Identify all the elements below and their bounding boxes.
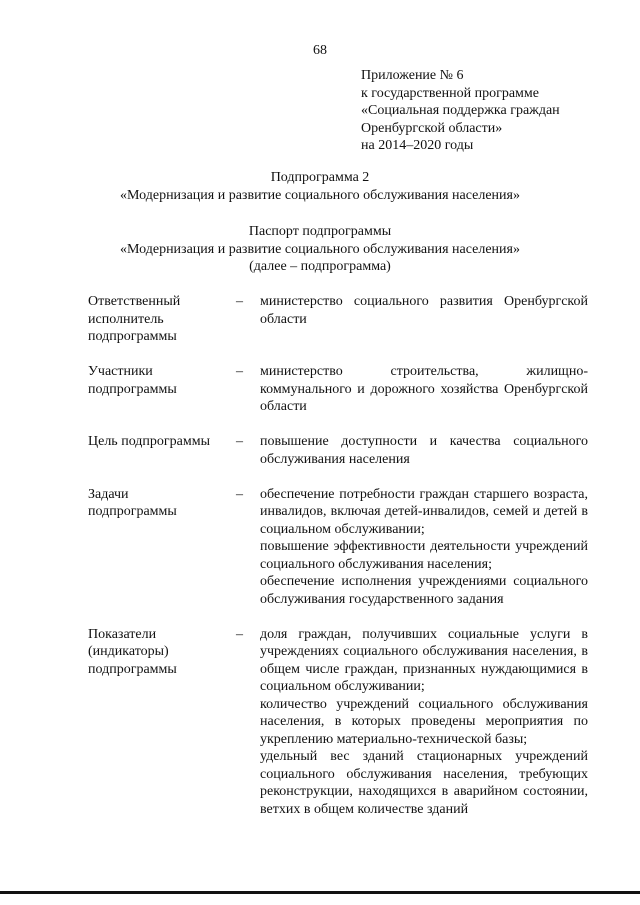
passport-title: Паспорт подпрограммы: [248, 224, 392, 239]
row-label-line: Ответственный: [88, 294, 181, 309]
appendix-line: «Социальная поддержка граждан: [361, 103, 560, 118]
row-label-line: подпрограммы: [88, 661, 177, 677]
row-value: [260, 626, 588, 819]
passport-row-responsible-executor: [88, 293, 588, 346]
row-value-paragraph: повышение эффективности деятельности учреждений социального обслуживания населения;: [260, 539, 588, 572]
row-dash: –: [236, 626, 243, 642]
passport-row-participants: [88, 363, 588, 416]
page-number: 68: [313, 43, 327, 58]
passport-row-indicators: [88, 626, 588, 819]
passport-name: «Модернизация и развитие социального обслуживания населения»: [120, 241, 520, 257]
appendix-line: на 2014–2020 годы: [361, 138, 474, 153]
row-label-line: исполнитель: [88, 311, 164, 327]
row-dash: –: [236, 486, 243, 502]
row-value-paragraph: министерство строительства, жилищно-коммунального и дорожного хозяйства Оренбургской области: [260, 364, 588, 414]
row-value-paragraph: удельный вес зданий стационарных учреждений социального обслуживания населения, требующих реконструкции, находящихся в аварийном состоянии, ветхих в общем количестве зданий: [260, 749, 588, 817]
appendix-line: Приложение № 6: [361, 68, 464, 83]
row-label-line: Задачи: [88, 486, 129, 502]
row-value: [260, 293, 588, 346]
passport-note: (далее – подпрограмма): [249, 259, 391, 274]
appendix-line: к государственной программе: [361, 85, 539, 101]
row-label: [88, 293, 236, 346]
row-dash: –: [236, 434, 243, 449]
row-value-paragraph: доля граждан, получивших социальные услуги в учреждениях социального обслуживания населения, в общем числе граждан, признанных нуждающимися в социальном обслуживании;: [260, 626, 588, 694]
row-value-paragraph: обеспечение исполнения учреждениями социального обслуживания государственного задания: [260, 574, 588, 607]
row-label-line: подпрограммы: [88, 504, 177, 519]
row-value: [260, 363, 588, 416]
subprogram-title: Подпрограмма 2: [270, 170, 370, 185]
row-label: [88, 433, 236, 468]
row-value-paragraph: повышение доступности и качества социального обслуживания населения: [260, 434, 588, 467]
row-value-paragraph: количество учреждений социального обслуживания населения, в которых проведены мероприятия по укреплению материально-технической базы;: [260, 696, 588, 747]
row-dash: –: [236, 294, 243, 309]
scan-bottom-rule: [0, 891, 640, 894]
row-label: [88, 486, 236, 609]
passport-table: [88, 293, 588, 836]
row-label-line: (индикаторы): [88, 644, 169, 659]
row-label-line: Участники: [88, 364, 153, 379]
passport-row-tasks: [88, 486, 588, 609]
row-label-line: подпрограммы: [88, 381, 177, 397]
row-label-line: Цель подпрограммы: [88, 434, 210, 449]
row-label: [88, 626, 236, 819]
row-dash: –: [236, 364, 243, 379]
row-label-line: Показатели: [88, 626, 157, 642]
appendix-block: [361, 67, 631, 155]
row-value-paragraph: министерство социального развития Оренбургской области: [260, 294, 588, 327]
row-label: [88, 363, 236, 416]
row-label-line: подпрограммы: [88, 329, 177, 344]
row-value-paragraph: обеспечение потребности граждан старшего возраста, инвалидов, включая детей-инвалидов, семей и детей в социальном обслуживании;: [260, 486, 588, 537]
row-value: [260, 433, 588, 468]
subprogram-name: «Модернизация и развитие социального обслуживания населения»: [120, 187, 520, 203]
appendix-line: Оренбургской области»: [361, 120, 503, 136]
passport-heading: [0, 223, 640, 276]
passport-row-goal: [88, 433, 588, 468]
row-value: [260, 486, 588, 609]
subprogram-heading: [0, 169, 640, 204]
